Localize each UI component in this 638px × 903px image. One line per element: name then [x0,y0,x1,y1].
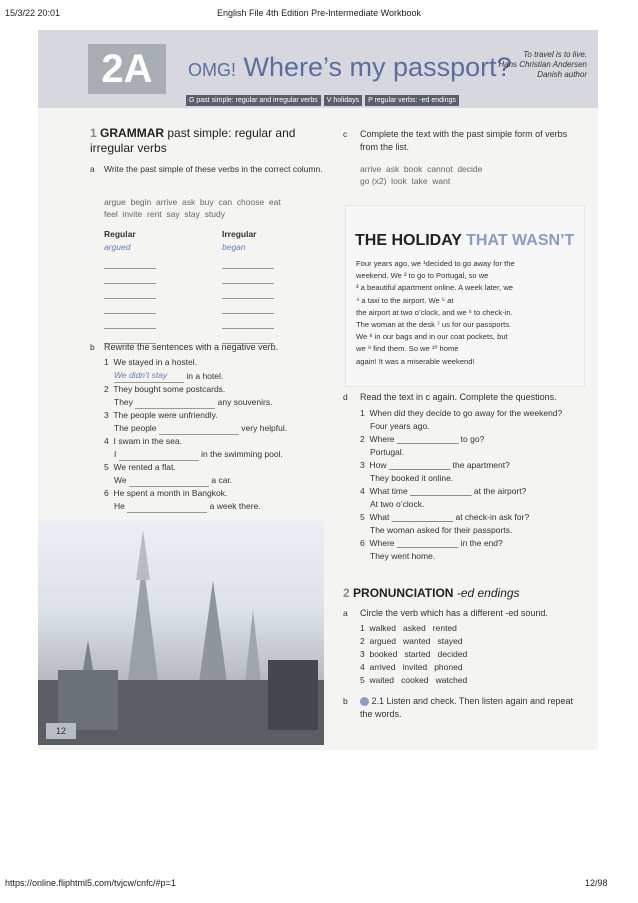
story-text [356,258,574,368]
list-item: I in the swimming pool. [114,449,283,459]
list-item: 1 walked asked rented [360,623,457,633]
list-item: 4 I swam in the sea. [104,436,182,446]
exercise-label-a2: a [343,608,348,618]
questions [360,407,575,563]
answer: The woman asked for their passports. [370,525,513,535]
exercise-label-d: d [343,392,348,402]
list-item: 2 argued wanted stayed [360,636,463,646]
exercise-c-instruction: Complete the text with the past simple form of verbs from the list. [360,129,568,152]
list-item: 5 waited cooked watched [360,675,468,685]
exercise-b-instruction: Rewrite the sentences with a negative verb. [104,342,279,352]
list-item: We didn’t stay in a hotel. [114,370,224,381]
grammar-heading [90,126,330,156]
verb-list-line2: feel invite rent say stay study [104,209,225,219]
exercise-d-instruction: Read the text in c again. Complete the questions. [360,392,557,402]
story-line: again! It was a miserable weekend! [356,356,475,366]
c-verb-list-line2: go (x2) look take want [360,176,451,186]
list-item: 5 We rented a flat. [104,462,176,472]
page-number: 12 [46,723,76,739]
tag-pronunciation: P regular verbs: -ed endings [365,95,459,106]
negative-sentences [104,356,324,513]
quote-author: Hans Christian Andersen [498,60,587,69]
section-number: 2 [343,586,350,600]
answer: At two o’clock. [370,499,425,509]
section-title: PRONUNCIATION [353,586,454,600]
quote-author-desc: Danish author [537,70,587,79]
example-irregular: began [222,242,246,252]
list-item: The people very helpful. [114,423,288,433]
list-item: 3 The people were unfriendly. [104,410,218,420]
list-item: 3 How _____________ the apartment? [360,460,510,470]
list-item: 2 Where _____________ to go? [360,434,485,444]
title-prefix: OMG! [188,60,236,80]
pron-a-instruction: Circle the verb which has a different -ed sound. [360,608,548,618]
column-irregular: Irregular [222,229,257,239]
irregular-lines [222,254,274,344]
topic-tags [186,95,462,106]
answer: Portugal. [370,447,405,457]
unit-title [188,52,512,83]
story-line: Four years ago, we ¹decided to go away for the [356,259,515,268]
audio-icon[interactable] [360,697,369,706]
exercise-label-b2: b [343,696,348,706]
section-subtitle: -ed endings [456,586,520,600]
quote-text: To travel is to live. [523,50,587,59]
list-item: 6 He spent a month in Bangkok. [104,488,228,498]
list-item: We a car. [114,475,233,485]
quote [472,50,587,80]
list-item: 4 What time _____________ at the airport? [360,486,527,496]
exercise-a-instruction: Write the past simple of these verbs in the correct column. [104,164,323,174]
list-item: They any souvenirs. [114,397,273,407]
story-line: we ⁹ find them. So we ¹⁰ home [356,344,459,354]
regular-lines [104,254,156,344]
section-subtitle: past simple: regular and irregular verbs [90,126,296,155]
temple-illustration [38,520,324,745]
answer: They booked it online. [370,473,454,483]
story-line: ⁴ a taxi to the airport. We ⁵ at [356,295,454,305]
list-item: 3 booked started decided [360,649,468,659]
exercise-label-a: a [90,164,95,174]
page-url: https://online.fliphtml5.com/tvjcw/cnfc/#p=1 [5,878,176,888]
list-item: 4 arrived invited phoned [360,662,463,672]
list-item: 5 What _____________ at check-in ask for? [360,512,530,522]
story-line: the airport at two o’clock, and we ⁶ to check-in. [356,307,513,317]
print-datetime: 15/3/22 20:01 [5,8,61,18]
verb-list-line1: argue begin arrive ask buy can choose eat [104,197,281,207]
list-item: He a week there. [114,501,261,511]
temple-photo [38,520,324,745]
answer: Four years ago. [370,421,430,431]
unit-badge: 2A [88,44,166,94]
tag-grammar: G past simple: regular and irregular verbs [186,95,321,106]
list-item: 1 We stayed in a hostel. [104,357,197,367]
example-regular: argued [104,242,131,252]
story-line: We ⁸ in our bags and in our coat pockets, but [356,332,508,342]
story-line: The woman at the desk ⁷ us for our passports. [356,320,512,330]
story-title: THE HOLIDAY THAT WASN’T [355,232,575,249]
document-title: English File 4th Edition Pre-Intermediate Workbook [217,8,421,18]
pron-rows [360,622,467,687]
answer: They went home. [370,551,436,561]
c-verb-list-line1: arrive ask book cannot decide [360,164,483,174]
page-counter: 12/98 [585,878,608,888]
tag-vocabulary: V holidays [324,95,362,106]
story-line: ³ a beautiful apartment online. A week later, we [356,283,514,293]
title-main: Where’s my passport? [243,52,512,82]
exercise-label-b: b [90,342,95,352]
list-item: 6 Where _____________ in the end? [360,538,503,548]
pronunciation-heading [343,586,520,600]
section-number: 1 [90,126,97,140]
section-title: GRAMMAR [100,126,165,140]
list-item: 1 When did they decide to go away for the weekend? [360,408,563,418]
column-regular: Regular [104,229,136,239]
pron-b-instruction: 2.1 Listen and check. Then listen again and repeat the words. [360,696,573,719]
list-item: 2 They bought some postcards. [104,384,226,394]
story-line: weekend. We ² to go to Portugal, so we [356,271,489,281]
exercise-label-c: c [343,129,348,139]
